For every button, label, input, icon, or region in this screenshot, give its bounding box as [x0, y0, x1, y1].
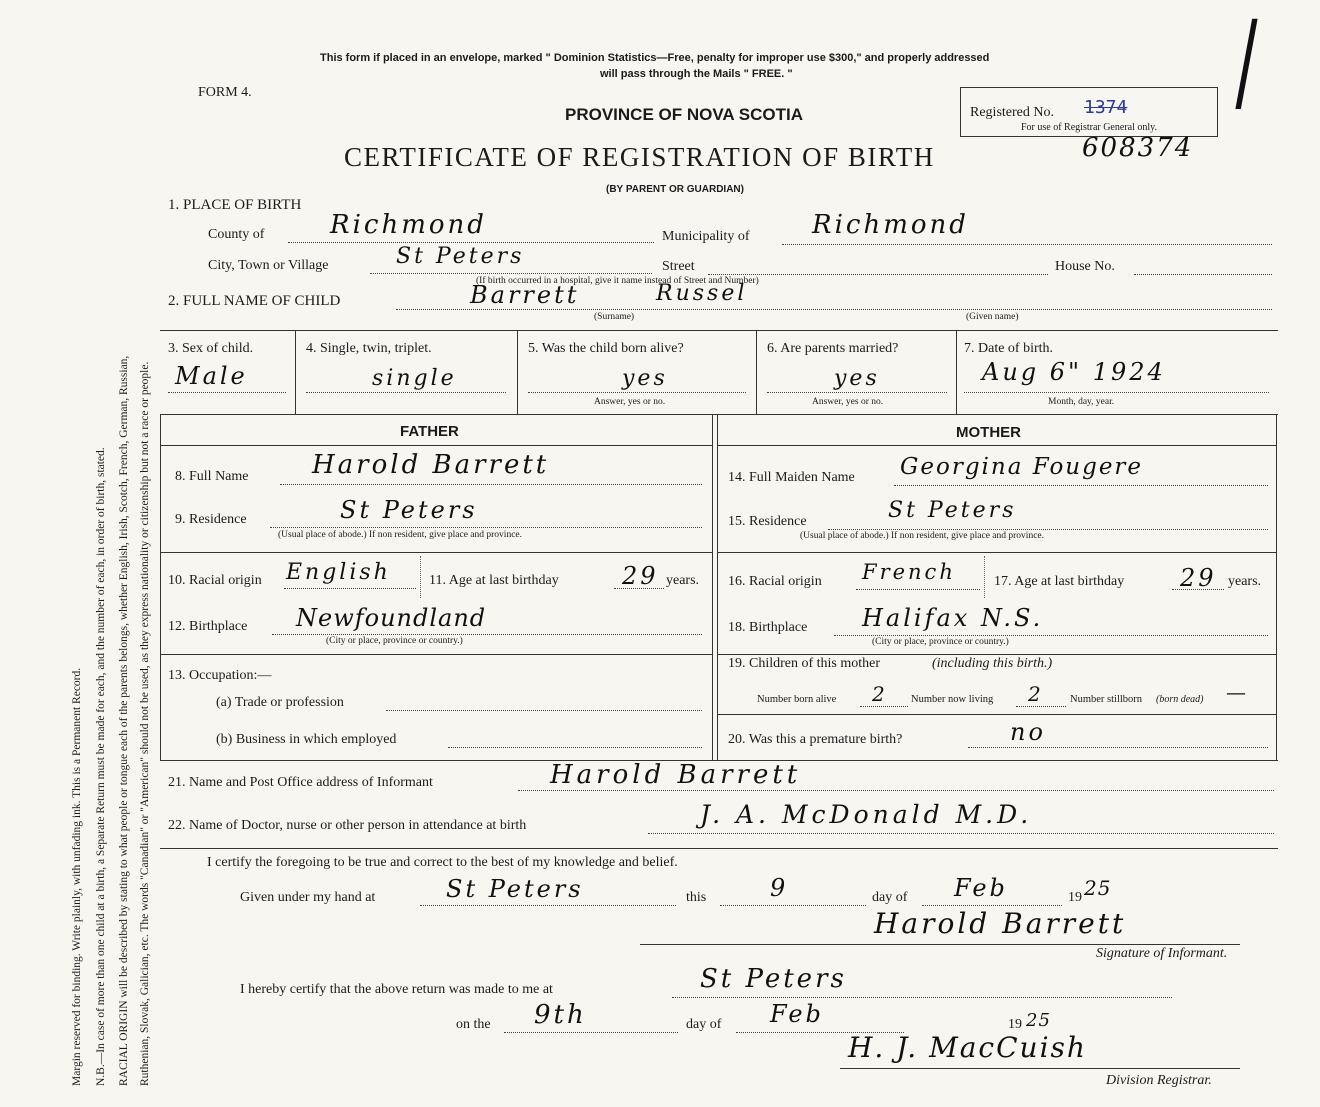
father-residence-line — [270, 527, 702, 528]
sex-line — [168, 392, 286, 393]
given-this-label: this — [686, 890, 707, 905]
date-of-birth-caption: Month, day, year. — [1048, 397, 1115, 407]
registrar-year-prefix: 19 — [1008, 1017, 1022, 1032]
father-residence-value: St Peters — [340, 496, 478, 524]
mother-age-line — [1172, 589, 1224, 590]
registered-number-handwritten: 608374 — [1082, 133, 1194, 163]
father-birthplace-rule — [160, 654, 712, 655]
margin-note-4: Ruthenian, Slovak, Galician, etc. The words "Canadian" or "American" should not be used, as they express nationality or citizenship but not a race or people. — [139, 361, 151, 1086]
county-line — [288, 242, 654, 243]
child-surname: Barrett — [470, 281, 580, 309]
registered-number-label: Registered No. — [970, 105, 1054, 120]
child-given-name: Russel — [656, 281, 748, 306]
informant-line — [518, 790, 1274, 791]
doctor-line — [648, 833, 1274, 834]
father-age-value: 29 — [622, 562, 659, 590]
date-of-birth-line — [964, 392, 1269, 393]
sex-label: 3. Sex of child. — [168, 341, 254, 356]
mother-heading-rule — [717, 445, 1277, 446]
street-line — [708, 274, 1048, 275]
details-top-rule — [160, 330, 1278, 331]
born-alive-label: 5. Was the child born alive? — [528, 341, 684, 356]
parents-center-divider — [712, 414, 713, 760]
stillborn-count-label: Number stillborn — [1070, 694, 1143, 705]
mother-racial-origin-line — [856, 589, 980, 590]
registrar-year-value: 25 — [1026, 1010, 1051, 1031]
mother-name-line — [894, 485, 1268, 486]
form-number: FORM 4. — [198, 85, 252, 100]
registrar-on-label: on the — [456, 1017, 491, 1032]
born-alive-count-line — [860, 706, 908, 707]
father-name-label: 8. Full Name — [175, 469, 249, 484]
trade-line — [386, 710, 702, 711]
trade-label: (a) Trade or profession — [216, 695, 344, 710]
plurality-value: single — [372, 366, 457, 391]
registrar-statement: I hereby certify that the above return was made to me at — [240, 982, 553, 997]
born-alive-line — [528, 392, 746, 393]
father-heading: FATHER — [400, 423, 459, 440]
occupation-label: 13. Occupation:— — [168, 668, 272, 683]
informant-label: 21. Name and Post Office address of Informant — [168, 775, 433, 790]
now-living-count-line — [1016, 706, 1066, 707]
stillborn-count: — — [1226, 680, 1249, 704]
informant-signature-line — [640, 944, 1240, 945]
informant-signature: Harold Barrett — [874, 907, 1127, 940]
mother-birthplace-label: 18. Birthplace — [728, 620, 808, 635]
certify-statement: I certify the foregoing to be true and correct to the best of my knowledge and belief. — [207, 855, 678, 870]
father-name-value: Harold Barrett — [312, 450, 550, 480]
mother-name-value: Georgina Fougere — [900, 454, 1144, 480]
county-value: Richmond — [330, 210, 487, 240]
father-race-age-divider — [420, 556, 421, 598]
municipality-line — [782, 244, 1272, 245]
registrar-day-value: 9th — [534, 1000, 587, 1030]
registrar-place-line — [672, 997, 1172, 998]
registrar-place: St Peters — [700, 964, 847, 994]
mother-name-label: 14. Full Maiden Name — [728, 470, 855, 485]
father-age-label: 11. Age at last birthday — [429, 573, 559, 588]
province-heading: PROVINCE OF NOVA SCOTIA — [565, 105, 804, 124]
mother-birthplace-caption: (City or place, province or country.) — [872, 637, 1009, 647]
mother-heading: MOTHER — [956, 424, 1021, 441]
born-alive-count: 2 — [872, 682, 888, 706]
father-birthplace-label: 12. Birthplace — [168, 619, 248, 634]
mother-residence-caption: (Usual place of abode.) If non resident, give place and province. — [800, 531, 1044, 541]
father-birthplace-value: Newfoundland — [296, 604, 487, 632]
given-at-line — [420, 905, 676, 906]
father-residence-rule — [160, 552, 712, 553]
place-of-birth-label: 1. PLACE OF BIRTH — [168, 197, 302, 213]
county-label: County of — [208, 227, 265, 242]
parents-married-value: yes — [834, 366, 880, 391]
mother-birthplace-value: Halifax N.S. — [862, 604, 1044, 632]
plurality-label: 4. Single, twin, triplet. — [306, 341, 432, 356]
details-divider-2 — [517, 330, 518, 414]
business-label: (b) Business in which employed — [216, 732, 397, 747]
mother-residence-label: 15. Residence — [728, 514, 807, 529]
given-at-label: Given under my hand at — [240, 890, 376, 905]
parents-married-caption: Answer, yes or no. — [812, 397, 884, 407]
born-alive-count-label: Number born alive — [757, 694, 837, 705]
plurality-line — [306, 392, 506, 393]
city-value: St Peters — [396, 244, 525, 269]
registrar-signature-line — [840, 1068, 1240, 1069]
details-divider-1 — [295, 330, 296, 414]
city-line — [370, 273, 652, 274]
mother-age-years: years. — [1228, 574, 1262, 589]
mail-notice-line-1: This form if placed in an envelope, marked " Dominion Statistics—Free, penalty for improper use $300," and properly addressed — [320, 52, 990, 64]
parents-left-border — [160, 414, 161, 760]
margin-note-3: RACIAL ORIGIN will be described by stating to what people or tongue each of the parents belongs, whether English, Irish, Scotch, French, German, Russian, — [118, 355, 130, 1086]
margin-note-1: Margin reserved for binding. Write plainly, with unfading ink. This is a Permanent Record. — [71, 667, 83, 1086]
doctor-value: J. A. McDonald M.D. — [700, 800, 1033, 829]
document-title: CERTIFICATE OF REGISTRATION OF BIRTH — [344, 142, 935, 172]
given-day-line — [720, 905, 866, 906]
date-of-birth-value: Aug 6" 1924 — [982, 358, 1166, 386]
father-birthplace-caption: (City or place, province or country.) — [326, 636, 463, 646]
document-subtitle: (BY PARENT OR GUARDIAN) — [606, 184, 744, 195]
surname-caption: (Surname) — [594, 312, 635, 322]
details-divider-4 — [956, 330, 957, 414]
informant-value: Harold Barrett — [550, 760, 802, 790]
given-at-place: St Peters — [446, 875, 584, 903]
details-divider-3 — [756, 330, 757, 414]
registrar-caption: Division Registrar. — [1106, 1073, 1212, 1088]
father-age-years: years. — [666, 573, 700, 588]
certify-top-rule — [160, 848, 1278, 849]
registered-number-struck: 1374 — [1084, 97, 1128, 118]
premature-birth-line — [968, 747, 1268, 748]
mail-notice-line-2: will pass through the Mails " FREE. " — [600, 68, 793, 80]
parents-married-line — [767, 392, 947, 393]
city-label: City, Town or Village — [208, 258, 329, 273]
now-living-count: 2 — [1028, 682, 1044, 706]
premature-birth-label: 20. Was this a premature birth? — [728, 732, 903, 747]
municipality-label: Municipality of — [662, 229, 750, 244]
father-age-line — [614, 588, 664, 589]
house-number-line — [1134, 274, 1272, 275]
municipality-value: Richmond — [812, 210, 969, 240]
father-heading-rule — [160, 445, 712, 446]
given-name-caption: (Given name) — [966, 312, 1019, 322]
born-alive-caption: Answer, yes or no. — [594, 397, 666, 407]
mother-residence-rule — [717, 552, 1277, 553]
registrar-day-line — [504, 1032, 678, 1033]
house-number-label: House No. — [1055, 259, 1115, 274]
margin-note-2: N.B.—In case of more than one child at a birth, a Separate Return must be made for each, and the number of each, in order of birth, stated. — [95, 447, 107, 1086]
informant-signature-caption: Signature of Informant. — [1096, 946, 1228, 961]
stillborn-count-note: (born dead) — [1156, 694, 1204, 705]
business-line — [448, 747, 702, 748]
father-racial-origin-label: 10. Racial origin — [168, 573, 262, 588]
child-name-line — [396, 309, 1272, 310]
mother-racial-origin-value: French — [862, 560, 956, 584]
mother-race-age-divider — [984, 556, 985, 598]
given-month-value: Feb — [954, 874, 1008, 902]
registered-number-box — [960, 87, 1218, 137]
children-rule — [717, 714, 1277, 715]
father-birthplace-line — [272, 634, 702, 635]
father-residence-caption: (Usual place of abode.) If non resident, give place and province. — [278, 530, 522, 540]
mother-age-label: 17. Age at last birthday — [994, 574, 1125, 589]
born-alive-value: yes — [622, 366, 668, 391]
mother-age-value: 29 — [1180, 564, 1217, 592]
premature-birth-value: no — [1010, 718, 1046, 746]
father-racial-origin-value: English — [286, 560, 391, 585]
hospital-note: (If birth occurred in a hospital, give it name instead of Street and Number) — [476, 276, 759, 286]
given-year-value: 25 — [1084, 876, 1112, 900]
father-racial-origin-line — [284, 588, 416, 589]
mother-residence-line — [828, 529, 1268, 530]
father-residence-label: 9. Residence — [175, 512, 247, 527]
parents-top-rule — [160, 414, 1278, 415]
children-of-mother-note: (including this birth.) — [932, 656, 1053, 671]
father-name-line — [280, 484, 702, 485]
parents-center-divider-2 — [717, 414, 718, 760]
given-month-line — [922, 905, 1062, 906]
mother-birthplace-rule — [717, 654, 1277, 655]
registrar-day-of-label: day of — [686, 1017, 722, 1032]
child-name-label: 2. FULL NAME OF CHILD — [168, 293, 341, 309]
given-day-value: 9 — [770, 874, 789, 902]
registrar-signature: H. J. MacCuish — [848, 1031, 1087, 1064]
mother-birthplace-line — [834, 635, 1268, 636]
now-living-count-label: Number now living — [911, 694, 994, 705]
corner-pen-mark: / — [1235, 0, 1258, 125]
sex-value: Male — [175, 362, 248, 390]
doctor-label: 22. Name of Doctor, nurse or other person in attendance at birth — [168, 818, 527, 833]
parents-right-border — [1276, 414, 1277, 760]
date-of-birth-label: 7. Date of birth. — [964, 341, 1054, 356]
given-day-of-label: day of — [872, 890, 908, 905]
mother-residence-value: St Peters — [888, 498, 1017, 523]
registrar-month-value: Feb — [770, 1000, 824, 1028]
given-year-prefix: 19 — [1068, 890, 1082, 905]
parents-married-label: 6. Are parents married? — [767, 341, 899, 356]
children-of-mother-label: 19. Children of this mother — [728, 656, 881, 671]
mother-racial-origin-label: 16. Racial origin — [728, 574, 822, 589]
street-label: Street — [662, 259, 695, 274]
registered-number-note: For use of Registrar General only. — [1021, 122, 1157, 133]
